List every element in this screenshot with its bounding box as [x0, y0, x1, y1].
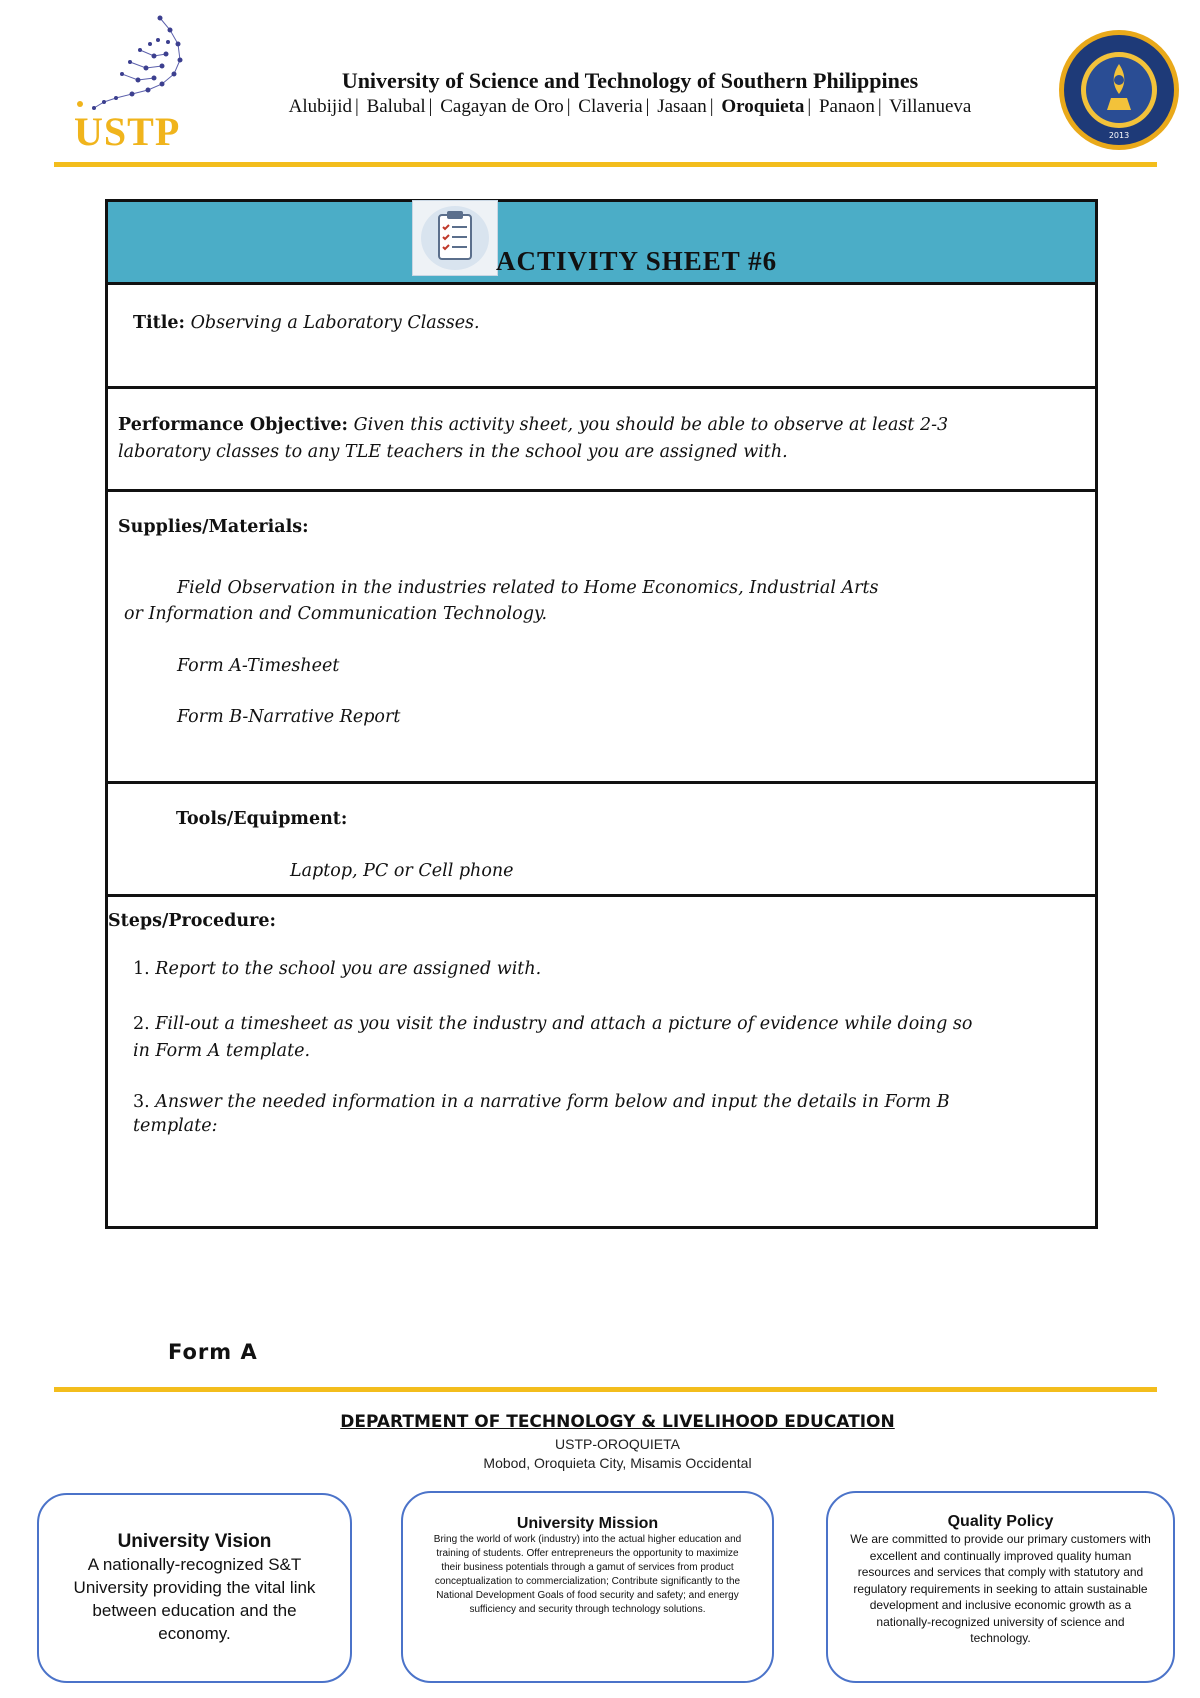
title-label: Title: — [133, 313, 185, 333]
step-text-continued: template: — [133, 1116, 218, 1136]
campus-item: Panaon — [818, 96, 875, 117]
footer-divider — [54, 1387, 1157, 1392]
row-divider — [108, 781, 1095, 784]
step-item — [133, 956, 1083, 983]
ustp-logo-text: USTP — [74, 109, 181, 154]
mission-text: Bring the world of work (industry) into the actual higher education and training of students. Offer entrepreneurs the opportunity to maximize their business potentials through a gamut of services from product conceptualization to commercialization; Contribute significantly to the National Development Goals of food security and safety; and energy sufficiency and security through technology solutions. — [433, 1534, 742, 1615]
step-item — [133, 1090, 1083, 1138]
supplies-line: or Information and Communication Technology. — [124, 604, 548, 624]
campus-item: Alubijid — [288, 96, 352, 117]
supplies-item: Form B-Narrative Report — [177, 707, 401, 727]
campus-name: USTP-OROQUIETA — [555, 1436, 680, 1452]
form-label: Form A — [168, 1340, 258, 1364]
steps-label: Steps/Procedure: — [108, 911, 276, 931]
campus-item: Jasaan — [657, 96, 707, 117]
clipboard-icon — [412, 200, 498, 276]
step-number: 2. — [133, 1014, 150, 1034]
objective-row — [118, 412, 1078, 466]
step-text-continued: in Form A template. — [133, 1041, 311, 1061]
row-divider — [108, 386, 1095, 389]
vision-text: A nationally-recognized S&T University providing the vital link between education and the economy. — [73, 1555, 316, 1643]
activity-sheet-title: ACTIVITY SHEET #6 — [496, 246, 778, 276]
mission-card — [401, 1491, 774, 1683]
step-text: Report to the school you are assigned with. — [155, 959, 542, 979]
step-text: Fill-out a timesheet as you visit the industry and attach a picture of evidence while doing so — [155, 1014, 973, 1034]
vision-card — [37, 1493, 352, 1683]
tools-label: Tools/Equipment: — [176, 809, 348, 829]
campus-item: Villanueva — [889, 96, 972, 117]
header-divider — [54, 162, 1157, 167]
step-text: Answer the needed information in a narrative form below and input the details in Form B — [155, 1092, 950, 1112]
step-item — [133, 1011, 1083, 1065]
row-divider — [108, 894, 1095, 897]
row-divider — [108, 489, 1095, 492]
objective-label: Performance Objective: — [118, 415, 349, 435]
step-number: 1. — [133, 959, 150, 979]
objective-text-continued: laboratory classes to any TLE teachers in the school you are assigned with. — [118, 442, 788, 462]
supplies-label: Supplies/Materials: — [118, 517, 309, 537]
policy-text: We are committed to provide our primary customers with excellent and continually improved quality human resources and services that comply with statutory and regulatory requirements in seeking to attain sustainable development and inclusive economic growth as a nationally-recognized university of science and technology. — [850, 1532, 1151, 1645]
title-row — [133, 310, 480, 337]
department-name: DEPARTMENT OF TECHNOLOGY & LIVELIHOOD EDUCATION — [340, 1412, 895, 1432]
supplies-line: Field Observation in the industries related to Home Economics, Industrial Arts — [177, 578, 879, 598]
university-name: University of Science and Technology of Southern Philippines — [341, 68, 919, 93]
department-seal-icon — [1057, 28, 1181, 152]
svg-text:2013: 2013 — [1108, 131, 1130, 140]
campus-item: Claveria — [578, 96, 643, 117]
supplies-item: Form A-Timesheet — [177, 656, 340, 676]
objective-text: Given this activity sheet, you should be able to observe at least 2-3 — [353, 415, 949, 435]
campus-address: Mobod, Oroquieta City, Misamis Occidental — [483, 1455, 752, 1471]
campus-item: Cagayan de Oro — [440, 96, 564, 117]
tools-value: Laptop, PC or Cell phone — [290, 861, 514, 881]
campus-item-active: Oroquieta — [721, 96, 805, 117]
quality-policy-card — [826, 1491, 1175, 1683]
campus-list: Alubijid | Balubal | Cagayan de Oro | Claveria | Jasaan | Oroquieta | Panaon | Villanueva — [288, 96, 972, 117]
vision-title: University Vision — [117, 1531, 272, 1552]
step-number: 3. — [133, 1092, 150, 1112]
policy-title: Quality Policy — [947, 1513, 1054, 1530]
title-value: Observing a Laboratory Classes. — [190, 313, 480, 333]
mission-title: University Mission — [516, 1515, 659, 1532]
campus-item: Balubal — [366, 96, 426, 117]
